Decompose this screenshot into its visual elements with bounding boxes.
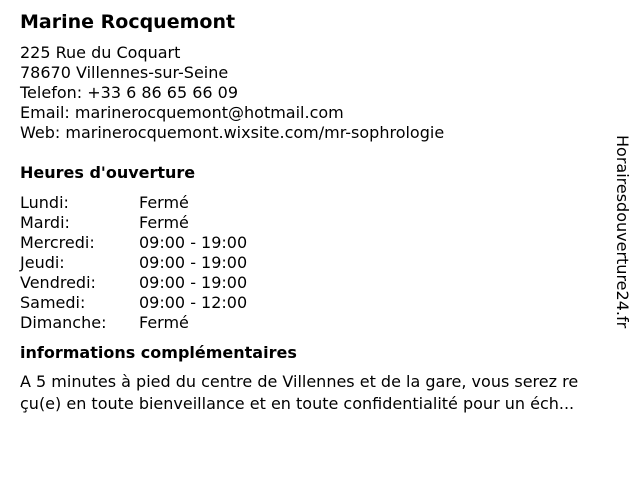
street-address: 225 Rue du Coquart [20,43,181,62]
additional-info-heading: informations complémentaires [20,343,297,362]
city-address: 78670 Villennes-sur-Seine [20,63,229,82]
hours-row-lundi [20,193,610,213]
hours-day: Mardi: [20,213,70,232]
hours-row-mercredi [20,233,610,253]
hours-row-jeudi [20,253,610,273]
hours-row-dimanche [20,313,610,333]
phone-line: Telefon: +33 6 86 65 66 09 [20,83,239,102]
hours-row-samedi [20,293,610,313]
hours-time: 09:00 - 12:00 [139,293,248,312]
site-watermark: Horairesdouverture24.fr [613,135,632,329]
address-block [20,43,610,143]
hours-time: 09:00 - 19:00 [139,233,248,252]
opening-hours-table [20,193,610,333]
hours-row-mardi [20,213,610,233]
hours-time: Fermé [139,213,189,232]
info-text-line: A 5 minutes à pied du centre de Villennes et de la gare, vous serez re [20,372,579,391]
business-name: Marine Rocquemont [20,11,236,33]
hours-day: Samedi: [20,293,86,312]
hours-time: Fermé [139,193,189,212]
business-card [20,10,610,415]
opening-hours-heading: Heures d'ouverture [20,163,196,182]
email-line: Email: marinerocquemont@hotmail.com [20,103,344,122]
hours-day: Dimanche: [20,313,107,332]
info-text-line: çu(e) en toute bienveillance et en toute confidentialité pour un éch... [20,394,575,413]
hours-day: Vendredi: [20,273,96,292]
hours-day: Mercredi: [20,233,95,252]
hours-row-vendredi [20,273,610,293]
hours-time: Fermé [139,313,189,332]
hours-time: 09:00 - 19:00 [139,253,248,272]
web-line: Web: marinerocquemont.wixsite.com/mr-sophrologie [20,123,445,142]
hours-day: Jeudi: [20,253,65,272]
additional-info-text [20,371,610,415]
hours-day: Lundi: [20,193,69,212]
hours-time: 09:00 - 19:00 [139,273,248,292]
